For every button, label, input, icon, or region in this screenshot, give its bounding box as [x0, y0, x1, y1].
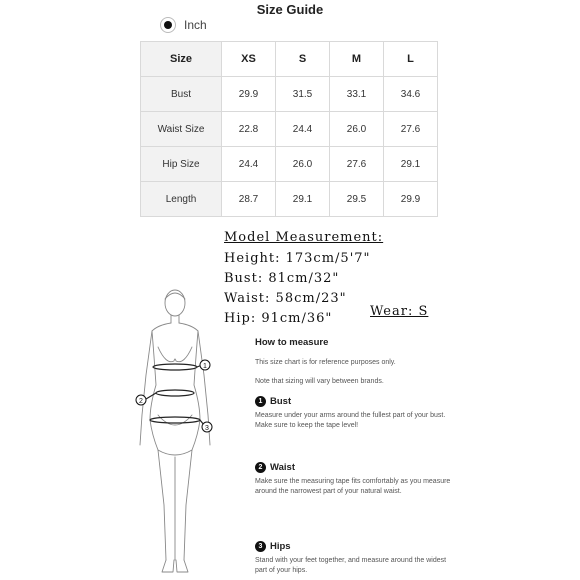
- measure-item-title: Bust: [270, 396, 292, 407]
- figure-head: [165, 290, 185, 316]
- measure-item-desc: Stand with your feet together, and measure around the widest part of your hips.: [255, 557, 447, 575]
- table-cell: 27.6: [384, 112, 438, 147]
- model-bust: Bust: 81cm/32": [224, 271, 340, 286]
- header-cell: S: [276, 42, 330, 77]
- measure-item-waist: [255, 462, 455, 497]
- table-cell: 29.1: [384, 147, 438, 182]
- table-cell: 29.5: [330, 182, 384, 217]
- header-cell: XS: [222, 42, 276, 77]
- unit-label: Inch: [184, 18, 207, 32]
- model-hip: Hip: 91cm/36": [224, 311, 333, 326]
- how-to-note: Note that sizing will vary between brands.: [255, 378, 384, 386]
- header-cell: L: [384, 42, 438, 77]
- how-to-intro: This size chart is for reference purposes only.: [255, 359, 396, 366]
- table-cell: 22.8: [222, 112, 276, 147]
- table-cell: 27.6: [330, 147, 384, 182]
- table-cell: 26.0: [330, 112, 384, 147]
- size-table: [140, 41, 438, 217]
- table-row: [141, 147, 438, 182]
- hip-tape: [150, 417, 200, 423]
- body-figure-illustration: [128, 285, 223, 580]
- row-label: Length: [141, 182, 222, 217]
- model-waist: Waist: 58cm/23": [224, 291, 347, 306]
- table-cell: 34.6: [384, 77, 438, 112]
- table-cell: 26.0: [276, 147, 330, 182]
- table-cell: 24.4: [222, 147, 276, 182]
- table-cell: 33.1: [330, 77, 384, 112]
- measure-item-bust: [255, 396, 455, 431]
- table-cell: 31.5: [276, 77, 330, 112]
- step-number: 2: [255, 462, 266, 473]
- table-row: [141, 112, 438, 147]
- figure-top: [158, 347, 192, 362]
- model-height: Height: 173cm/5'7": [224, 251, 371, 266]
- radio-selected-dot: [164, 21, 172, 29]
- model-wear-size: Wear: S: [370, 304, 429, 319]
- measure-item-desc: Make sure the measuring tape fits comfortably as you measure around the narrowest part of your natural waist.: [255, 478, 451, 496]
- figure-arms: [140, 323, 210, 445]
- row-label: Bust: [141, 77, 222, 112]
- waist-tape: [156, 390, 194, 396]
- page-title: Size Guide: [256, 2, 324, 17]
- table-header-row: [141, 42, 438, 77]
- table-cell: 28.7: [222, 182, 276, 217]
- model-measurement-title: Model Measurement:: [224, 230, 384, 245]
- bust-marker: [200, 360, 210, 370]
- step-number: 1: [255, 396, 266, 407]
- row-label: Hip Size: [141, 147, 222, 182]
- waist-marker: [136, 395, 146, 405]
- table-cell: 29.9: [384, 182, 438, 217]
- table-cell: 29.1: [276, 182, 330, 217]
- figure-feet: [162, 560, 188, 572]
- measure-item-title: Hips: [270, 541, 291, 552]
- table-cell: 24.4: [276, 112, 330, 147]
- unit-selector[interactable]: [160, 17, 207, 33]
- measure-item-desc: Measure under your arms around the fullest part of your bust. Make sure to keep the tape level!: [255, 412, 446, 430]
- hip-marker: [202, 422, 212, 432]
- table-cell: 29.9: [222, 77, 276, 112]
- header-cell: Size: [141, 42, 222, 77]
- tape-leaders: [146, 365, 204, 425]
- svg-text:2: 2: [139, 398, 143, 405]
- unit-radio[interactable]: [160, 17, 176, 33]
- table-row: [141, 77, 438, 112]
- figure-inner-legs: [158, 450, 192, 560]
- how-to-measure-section: [255, 337, 455, 396]
- header-cell: M: [330, 42, 384, 77]
- table-row: [141, 182, 438, 217]
- measure-item-hips: [255, 541, 455, 576]
- measure-item-title: Waist: [270, 462, 295, 473]
- step-number: 3: [255, 541, 266, 552]
- how-to-measure-title: How to measure: [255, 337, 329, 348]
- svg-text:1: 1: [203, 363, 207, 370]
- row-label: Waist Size: [141, 112, 222, 147]
- svg-text:3: 3: [205, 425, 209, 432]
- bust-tape: [153, 364, 197, 370]
